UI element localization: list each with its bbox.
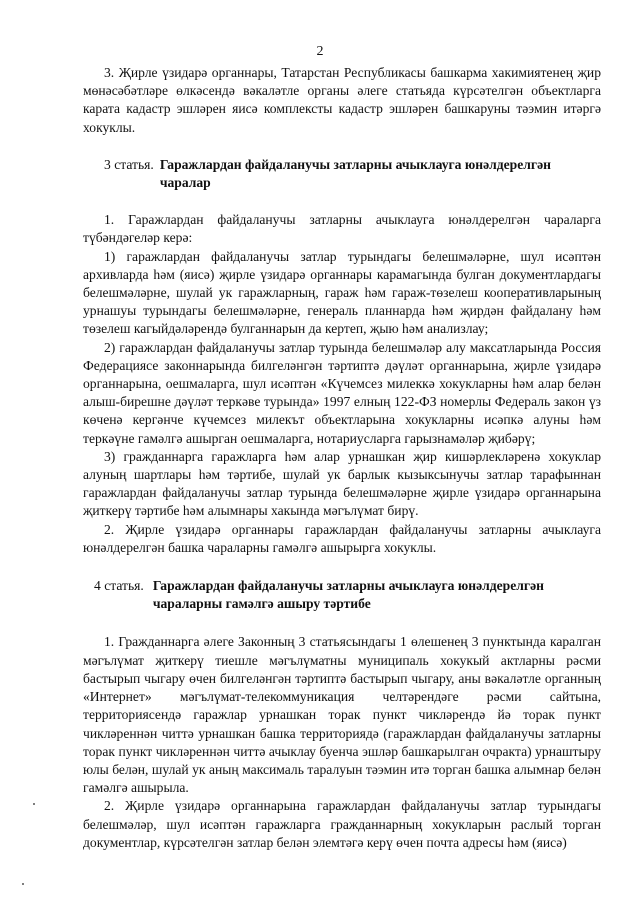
page-number: 2: [316, 44, 324, 59]
scan-speck: [22, 883, 24, 885]
list-item: 3) гражданнарга гаражларга һәм алар урнашкан җир кишәрлекләренә хокуклар алуның шартлары һәм тәртибе, шулай ук барлык кызыксынучы затлар тарафыннан гаражлардан файдаланучы затлар турында белешмәләрне җирле үзидарә органнарына җиткерү тәртибе һәм алымнары хакында мәгълүмат бирү.: [83, 448, 601, 519]
paragraph: 2. Җирле үзидарә органнары гаражлардан файдаланучы затларны ачыклауга юнәлдерелгән башка чараларны гамәлгә ашырырга хокуклы.: [83, 521, 601, 555]
scan-speck: [33, 803, 35, 805]
article-label: 3 статья.: [104, 156, 154, 172]
paragraph: 1. Гражданнарга әлеге Законның 3 статьясындагы 1 өлешенең 3 пунктында каралган мәгълүмат җиткерү тиешле мәгълүматны муниципаль хокукый актларны рәсми бастырып чыгару өчен билгеләнгән тәртиптә бастырып чыгару, аны вәкаләтле органның «Интернет» мәгълүмат-телекоммуникация челтәрендәге рәсми сайтына, территориясендә гаражлар урнашкан торак пункт чикләрендә йә торак пункт чикләреннән читтә урнашкан башка территориядә (гаражлардан файдаланучы затларны торак пункт чикләреннән читтә ачыклау буенча эшләр башкарылган очракта) урнаштыру юлы белән, шулай ук аның максималь таралуын тәэмин итә торган башка алымнар белән гамәлгә ашырыла.: [83, 634, 601, 796]
article-title: Гаражлардан файдаланучы затларны ачыклауга юнәлдерелгән чаралар: [159, 156, 551, 191]
list-item: 1) гаражлардан файдаланучы затлар турындагы белешмәләрне, шул исәптән архивларда һәм (яисә) җирле үзидарә органнары карамагында булган документлардагы белешмәләрне, шулай ук гаражларның, гараж һәм гараж-төзелеш кооперативларының урнашуы турындагы белешмәләрне, генераль планнарда һәм җирдән файдалану һәм төзелеш кагыйдәләрендә булганнарын да кертеп, җыю һәм анализлау;: [83, 248, 601, 337]
paragraph: 1. Гаражлардан файдаланучы затларны ачыклауга юнәлдерелгән чараларга түбәндәгеләр керә:: [83, 212, 601, 246]
paragraph: 3. Җирле үзидарә органнары, Татарстан Республикасы башкарма хакимиятенең җир мөнәсәбәтләре өлкәсендә вәкаләтле органы әлеге статьяда күрсәтелгән объектларга карата кадастр эшләрен яисә комплексты кадастр эшләрен башкаруны тәэмин итәргә хокуклы.: [83, 65, 601, 135]
paragraph: 2. Җирле үзидарә органнарына гаражлардан файдаланучы затлар турындагы белешмәләр, шул исәптән гаражларга гражданнарның хокукларын раслый торган документлар, күрсәтелгән затлар белән элемтәгә керү өчен почта адресы һәм (яисә): [83, 798, 601, 850]
article-title: Гаражлардан файдаланучы затларны ачыклауга юнәлдерелгән чараларны гамәлгә ашыру тәртибе: [152, 578, 544, 612]
article-4-heading: [83, 577, 601, 613]
article-label: 4 статья.: [94, 578, 144, 594]
list-item: 2) гаражлардан файдаланучы затлар турында белешмәләр алу максатларында Россия Федерациясе законнарында билгеләнгән тәртиптә дәүләт органнарына, җирле үзидарә органнарына, оешмаларга, шул исәптән «Күчемсез милеккә хокукларны һәм алар белән алыш-бирешне дәүләт теркәве турында» 1997 елның 122-ФЗ номерлы Федераль закон үз көченә кергәнче күчемсез милекът объектларына хокукларны исәпкә алуны һәм теркәүне гамәлгә ашырган оешмаларга, нотариусларга гарызнамәләр җибәрү;: [83, 339, 601, 446]
article-3-heading: [83, 156, 601, 192]
document-body: [83, 64, 601, 852]
